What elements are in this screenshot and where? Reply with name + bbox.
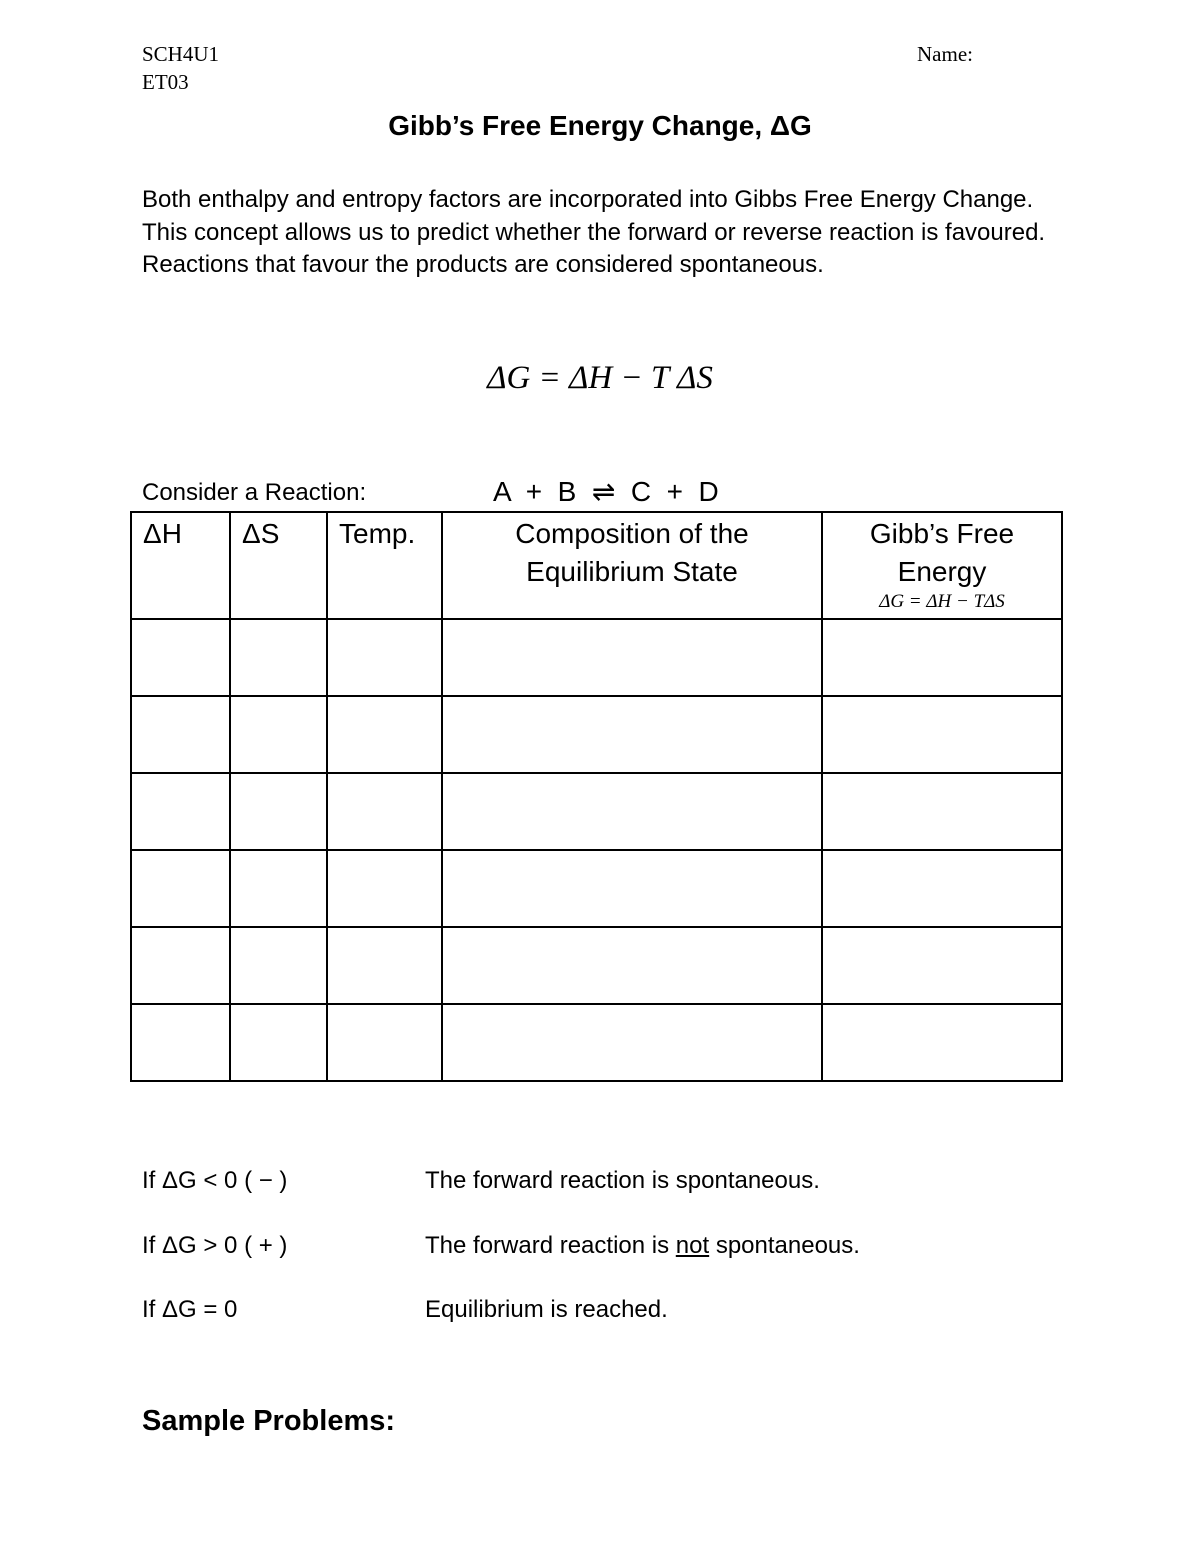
table-cell[interactable] (131, 773, 230, 850)
condition-zero-text: Equilibrium is reached. (425, 1296, 668, 1323)
table-cell[interactable] (327, 773, 442, 850)
table-cell[interactable] (822, 619, 1062, 696)
gibbs-table (130, 511, 1063, 1082)
table-row (131, 773, 1062, 850)
header-composition (442, 512, 822, 619)
condition-zero: If ΔG = 0 (142, 1296, 238, 1323)
header-delta-h: ΔH (131, 512, 230, 619)
table-row (131, 850, 1062, 927)
header-gibbs-line1: Gibb’s Free (869, 518, 1015, 549)
table-cell[interactable] (131, 1004, 230, 1081)
reaction-equation: A + B ⇌ C + D (493, 476, 719, 507)
table-cell[interactable] (822, 1004, 1062, 1081)
table-cell[interactable] (822, 773, 1062, 850)
condition-positive-desc (425, 1230, 860, 1262)
header-gibbs (822, 512, 1062, 619)
header-gibbs-formula: ΔG = ΔH − TΔS (879, 591, 1005, 612)
condition-negative: If ΔG < 0 ( − ) (142, 1167, 288, 1194)
condition-positive-text-underline: not (675, 1232, 710, 1259)
header-delta-s: ΔS (230, 512, 327, 619)
condition-negative-desc (425, 1165, 820, 1197)
table-cell[interactable] (131, 927, 230, 1004)
table-cell[interactable] (327, 927, 442, 1004)
header-temp: Temp. (327, 512, 442, 619)
table-row (131, 696, 1062, 773)
table-cell[interactable] (230, 927, 327, 1004)
header-gibbs-line2: Energy (897, 556, 987, 587)
condition-positive-text-after: spontaneous. (709, 1232, 860, 1259)
table-cell[interactable] (230, 619, 327, 696)
sample-problems-heading: Sample Problems: (142, 1405, 396, 1437)
table-cell[interactable] (442, 927, 822, 1004)
table-cell[interactable] (327, 1004, 442, 1081)
table-cell[interactable] (822, 850, 1062, 927)
table-cell[interactable] (230, 773, 327, 850)
header-composition-line2: Equilibrium State (526, 556, 738, 587)
reaction-label: Consider a Reaction: (142, 479, 367, 506)
table-cell[interactable] (442, 773, 822, 850)
table-cell[interactable] (822, 927, 1062, 1004)
condition-positive: If ΔG > 0 ( + ) (142, 1232, 288, 1259)
table-cell[interactable] (442, 619, 822, 696)
table-cell[interactable] (442, 1004, 822, 1081)
condition-zero-desc (425, 1294, 668, 1326)
table-cell[interactable] (327, 696, 442, 773)
table-cell[interactable] (131, 850, 230, 927)
table-cell[interactable] (230, 850, 327, 927)
table-cell[interactable] (131, 696, 230, 773)
table-cell[interactable] (442, 850, 822, 927)
course-code: SCH4U1 (142, 42, 220, 66)
table-cell[interactable] (327, 850, 442, 927)
page-title: Gibb’s Free Energy Change, ΔG (388, 110, 812, 141)
table-row (131, 619, 1062, 696)
gibbs-equation: ΔG = ΔH − T ΔS (487, 360, 713, 396)
table-row (131, 1004, 1062, 1081)
table-header-row (131, 512, 1062, 619)
table-cell[interactable] (822, 696, 1062, 773)
intro-paragraph: Both enthalpy and entropy factors are incorporated into Gibbs Free Energy Change. This concept allows us to predict whether the forward or reverse reaction is favoured. Reactions that favour the products are considered spontaneous. (142, 186, 1046, 278)
table-cell[interactable] (230, 696, 327, 773)
table-row (131, 927, 1062, 1004)
table-cell[interactable] (327, 619, 442, 696)
condition-negative-text: The forward reaction is spontaneous. (425, 1167, 820, 1194)
unit-code: ET03 (142, 70, 189, 94)
header-composition-line1: Composition of the (515, 518, 749, 549)
table-cell[interactable] (131, 619, 230, 696)
name-label: Name: (917, 42, 973, 66)
table-cell[interactable] (230, 1004, 327, 1081)
condition-positive-text-before: The forward reaction is (425, 1232, 676, 1259)
table-cell[interactable] (442, 696, 822, 773)
